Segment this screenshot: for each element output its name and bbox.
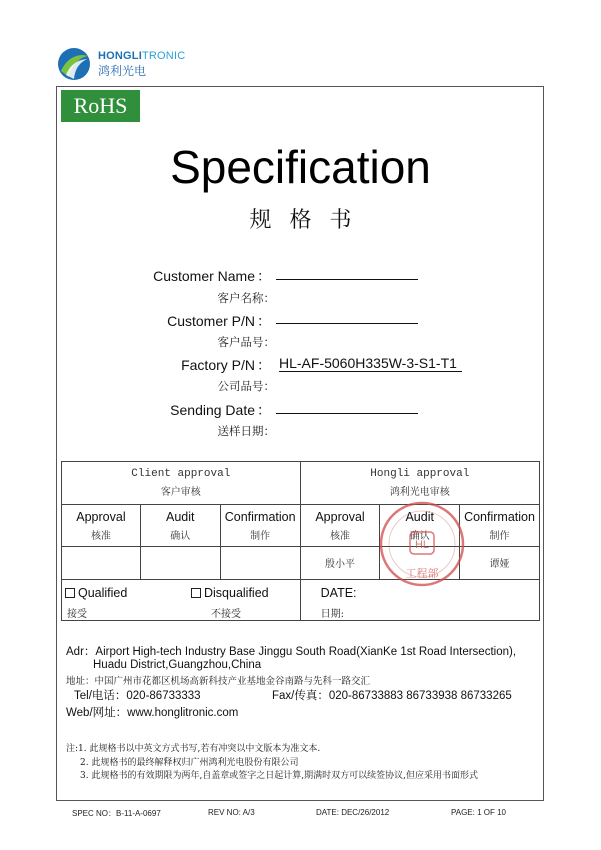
customer-name-field[interactable] (276, 279, 418, 280)
page-subtitle: 规格书 (249, 208, 370, 233)
date-label: DATE: (320, 586, 357, 600)
approval-table (61, 461, 540, 621)
col-client-confirmation: Confirmation 制作 (220, 505, 300, 547)
address-line-1: Adr：Airport High-tech Industry Base Jinggu South Road(XianKe 1st Road Intersection), (66, 646, 517, 658)
brand-name-main: HONGLI (98, 50, 142, 62)
brand-name-accent: TRONIC (141, 50, 186, 62)
customer-pn-cn: 客户品号： (217, 335, 275, 349)
hongli-logo-icon (57, 47, 91, 81)
sending-date-cn: 送样日期： (217, 424, 275, 438)
signature-cell: 谭娅 (460, 547, 540, 580)
factory-pn-label: Factory P/N ： (181, 357, 271, 373)
address-cn: 地址：中国广州市花都区机场高新科技产业基地金谷南路与先科一路交汇 (66, 676, 371, 687)
footer-page: PAGE: 1 OF 10 (451, 808, 506, 817)
customer-pn-label: Customer P/N ： (167, 313, 271, 329)
sending-date-label: Sending Date ： (170, 402, 271, 418)
qualified-checkbox[interactable] (65, 588, 75, 598)
factory-pn-underline (279, 371, 462, 372)
telephone: Tel/电话：020-86733333 (74, 690, 201, 702)
footer-spec-no: SPEC NO：B-11-A-0697 (72, 809, 161, 818)
page-title: Specification (170, 141, 431, 193)
signature-cell[interactable] (62, 547, 141, 580)
footer-rev-no: REV NO: A/3 (208, 808, 255, 817)
address-line-2: Huadu District,Guangzhou,China (93, 659, 262, 671)
signature-cell[interactable] (140, 547, 220, 580)
date-label-cn: 日期: (320, 609, 345, 620)
footer-date: DATE: DEC/26/2012 (316, 808, 390, 817)
svg-text:工程部: 工程部 (405, 567, 439, 580)
engineering-stamp (376, 500, 468, 592)
col-client-audit: Audit 确认 (140, 505, 220, 547)
qualified-option[interactable]: Qualified (65, 586, 191, 600)
disqualified-checkbox[interactable] (191, 588, 201, 598)
signature-cell[interactable] (220, 547, 300, 580)
note-3: 3. 此规格书的有效期限为两年,自盖章或签字之日起计算,期满时双方可以续签协议,但应采用书面形式 (80, 771, 479, 781)
col-hongli-approval: Approval 核准 (300, 505, 380, 547)
note-1: 注:1. 此规格书以中英文方式书写,若有冲突以中文版本为准文本. (66, 744, 321, 754)
company-logo (57, 46, 185, 82)
customer-name-label: Customer Name ： (153, 268, 271, 284)
approval-header-row (62, 462, 540, 505)
col-hongli-audit: Audit 确认 (380, 505, 460, 547)
rohs-badge: RoHS (61, 90, 140, 122)
qualification-cell: Qualified 接受 Disqualified 不接受 (62, 580, 301, 621)
note-2: 2. 此规格书的最终解释权归广州鸿利光电股份有限公司 (80, 758, 299, 768)
fax: Fax/传真：020-86733883 86733938 86733265 (272, 690, 512, 702)
brand-name-cn: 鸿利光电 (98, 64, 147, 78)
customer-pn-field[interactable] (276, 323, 418, 324)
client-approval-header: Client approval 客户审核 (62, 462, 301, 505)
hongli-approval-header: Hongli approval 鸿利光电审核 (300, 462, 539, 505)
col-client-approval: Approval 核准 (62, 505, 141, 547)
disqualified-option[interactable]: Disqualified (191, 586, 269, 600)
sending-date-field[interactable] (276, 413, 418, 414)
factory-pn-cn: 公司品号： (217, 379, 275, 393)
col-hongli-confirmation: Confirmation 制作 (460, 505, 540, 547)
svg-text:HL: HL (414, 539, 430, 551)
signature-cell: 殷小平 (300, 547, 380, 580)
website-link[interactable]: Web/网址：www.honglitronic.com (66, 707, 239, 719)
customer-name-cn: 客户名称： (217, 291, 275, 305)
factory-pn-value: HL-AF-5060H335W-3-S1-T1 (279, 355, 457, 371)
